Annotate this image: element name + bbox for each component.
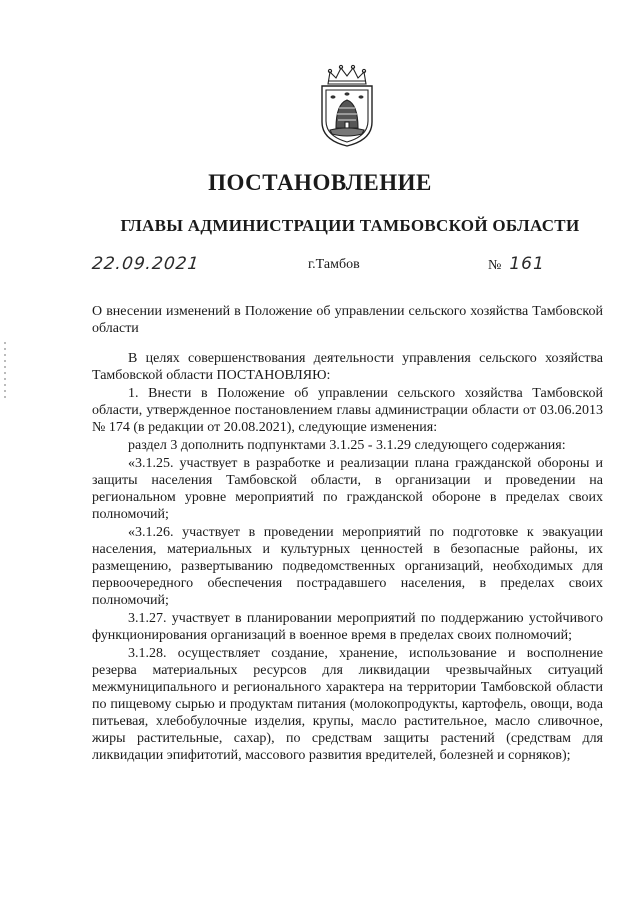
document-subject: О внесении изменений в Положение об управлении сельского хозяйства Тамбовской области — [92, 304, 603, 336]
document-city: г.Тамбов — [308, 257, 360, 272]
document-number — [488, 254, 545, 274]
paragraph-preamble: В целях совершенствования деятельности управления сельского хозяйства Тамбовской области ПОСТАНОВЛЯЮ: — [92, 351, 603, 383]
number-value: 161 — [509, 254, 545, 274]
paragraph-section-3: раздел 3 дополнить подпунктами 3.1.25 - 3.1.29 следующего содержания: — [128, 438, 566, 453]
number-label: № — [488, 258, 502, 273]
paragraph-3-1-27: 3.1.27. участвует в планировании мероприятий по поддержанию устойчивого функционирования организаций в военное время в пределах своих полномочий; — [92, 611, 603, 643]
document-date: 22.09.2021 — [90, 254, 201, 274]
document-body — [92, 350, 603, 765]
paragraph-item-1: 1. Внести в Положение об управлении сельского хозяйства Тамбовской области, утвержденное постановлением главы администрации области от 03.06.2013 № 174 (в редакции от 20.08.2021), следующие изменения: — [92, 386, 603, 435]
tambov-coat-of-arms-emblem — [316, 64, 378, 148]
document-title: ПОСТАНОВЛЕНИЕ — [208, 170, 432, 195]
paragraph-3-1-25: «3.1.25. участвует в разработке и реализации плана гражданской обороны и защиты населения Тамбовской области, в организации и проведении на региональном уровне мероприятий по гражданской обороне в пределах своих полномочий; — [92, 456, 603, 522]
paragraph-3-1-26: «3.1.26. участвует в проведении мероприятий по подготовке к эвакуации населения, материальных и культурных ценностей в безопасные районы, их размещению, развертыванию подведомственных организаций, необходимых для первоочередного обеспечения пострадавшего населения, в пределах своих полномочий; — [92, 525, 603, 608]
document-subtitle: ГЛАВЫ АДМИНИСТРАЦИИ ТАМБОВСКОЙ ОБЛАСТИ — [120, 216, 580, 235]
paragraph-3-1-28: 3.1.28. осуществляет создание, хранение, использование и восполнение резерва материальных ресурсов для ликвидации чрезвычайных ситуаций межмуниципального и регионального характера на территории Тамбовской области по пищевому сырью и продуктам питания (молокопродукты, картофель, овощи, вода питьевая, хлебобулочные изделия, крупы, масло растительное, масло сливочное, жиры растительные, сахар), по средствам защиты растений (средствам для ликвидации эпифитотий, массового развития вредителей, болезней и сорняков); — [92, 646, 603, 763]
scan-edge-marks — [4, 342, 6, 402]
